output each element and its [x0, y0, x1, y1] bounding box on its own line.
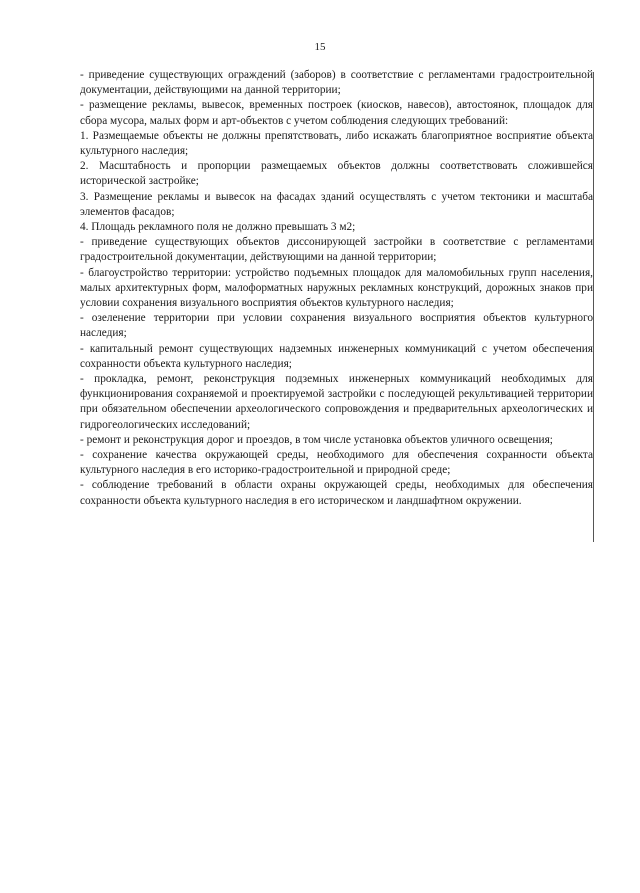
paragraph-requirement-4: 4. Площадь рекламного поля не должно превышать 3 м2; — [80, 221, 356, 234]
paragraph-dissonant-buildings: - приведение существующих объектов диссонирующей застройки в соответствие с регламентами градостроительной документации, действующими на данной территории; — [80, 236, 593, 264]
paragraph-environment-protection: - соблюдение требований в области охраны окружающей среды, необходимых для обеспечения сохранности объекта культурного наследия в его историческом и ландшафтном окружении. — [80, 479, 593, 507]
paragraph-greening: - озеленение территории при условии сохранения визуального восприятия объектов культурного наследия; — [80, 312, 593, 340]
document-body — [80, 68, 593, 509]
paragraph-environment-quality: - сохранение качества окружающей среды, необходимого для обеспечения сохранности объекта культурного наследия в его историко-градостроительной и природной среде; — [80, 449, 593, 477]
page-number: 15 — [314, 41, 326, 53]
paragraph-underground-utilities: - прокладка, ремонт, реконструкция подземных инженерных коммуникаций необходимых для функционирования сохраняемой и проектируемой застройки с последующей рекультивацией территории при обязательном обеспечении археологического сопровождения и предварительных археологических и гидрогеологических исследований; — [80, 373, 593, 431]
margin-line — [593, 72, 594, 542]
paragraph-landscaping: - благоустройство территории: устройство подъемных площадок для маломобильных групп населения, малых архитектурных форм, малоформатных наружных рекламных конструкций, дорожных знаков при условии сохранения визуального восприятия объектов культурного наследия; — [80, 266, 593, 310]
paragraph-advertising: - размещение рекламы, вывесок, временных построек (киосков, навесов), автостоянок, площадок для сбора мусора, малых форм и арт-объектов с учетом соблюдения следующих требований: — [80, 99, 593, 127]
paragraph-requirement-1: 1. Размещаемые объекты не должны препятствовать, либо искажать благоприятное восприятие объекта культурного наследия; — [80, 129, 593, 158]
paragraph-overground-utilities: - капитальный ремонт существующих надземных инженерных коммуникаций с учетом обеспечения сохранности объекта культурного наследия; — [80, 342, 593, 370]
paragraph-fences: - приведение существующих ограждений (заборов) в соответствие с регламентами градостроительной документации, действующими на данной территории; — [80, 69, 593, 97]
paragraph-requirement-2: 2. Масштабность и пропорции размещаемых объектов должны соответствовать сложившейся исторической застройке; — [80, 160, 593, 188]
paragraph-requirement-3: 3. Размещение рекламы и вывесок на фасадах зданий осуществлять с учетом тектоники и масштаба элементов фасадов; — [80, 190, 593, 218]
paragraph-roads: - ремонт и реконструкция дорог и проездов, в том числе установка объектов уличного освещения; — [80, 433, 553, 446]
